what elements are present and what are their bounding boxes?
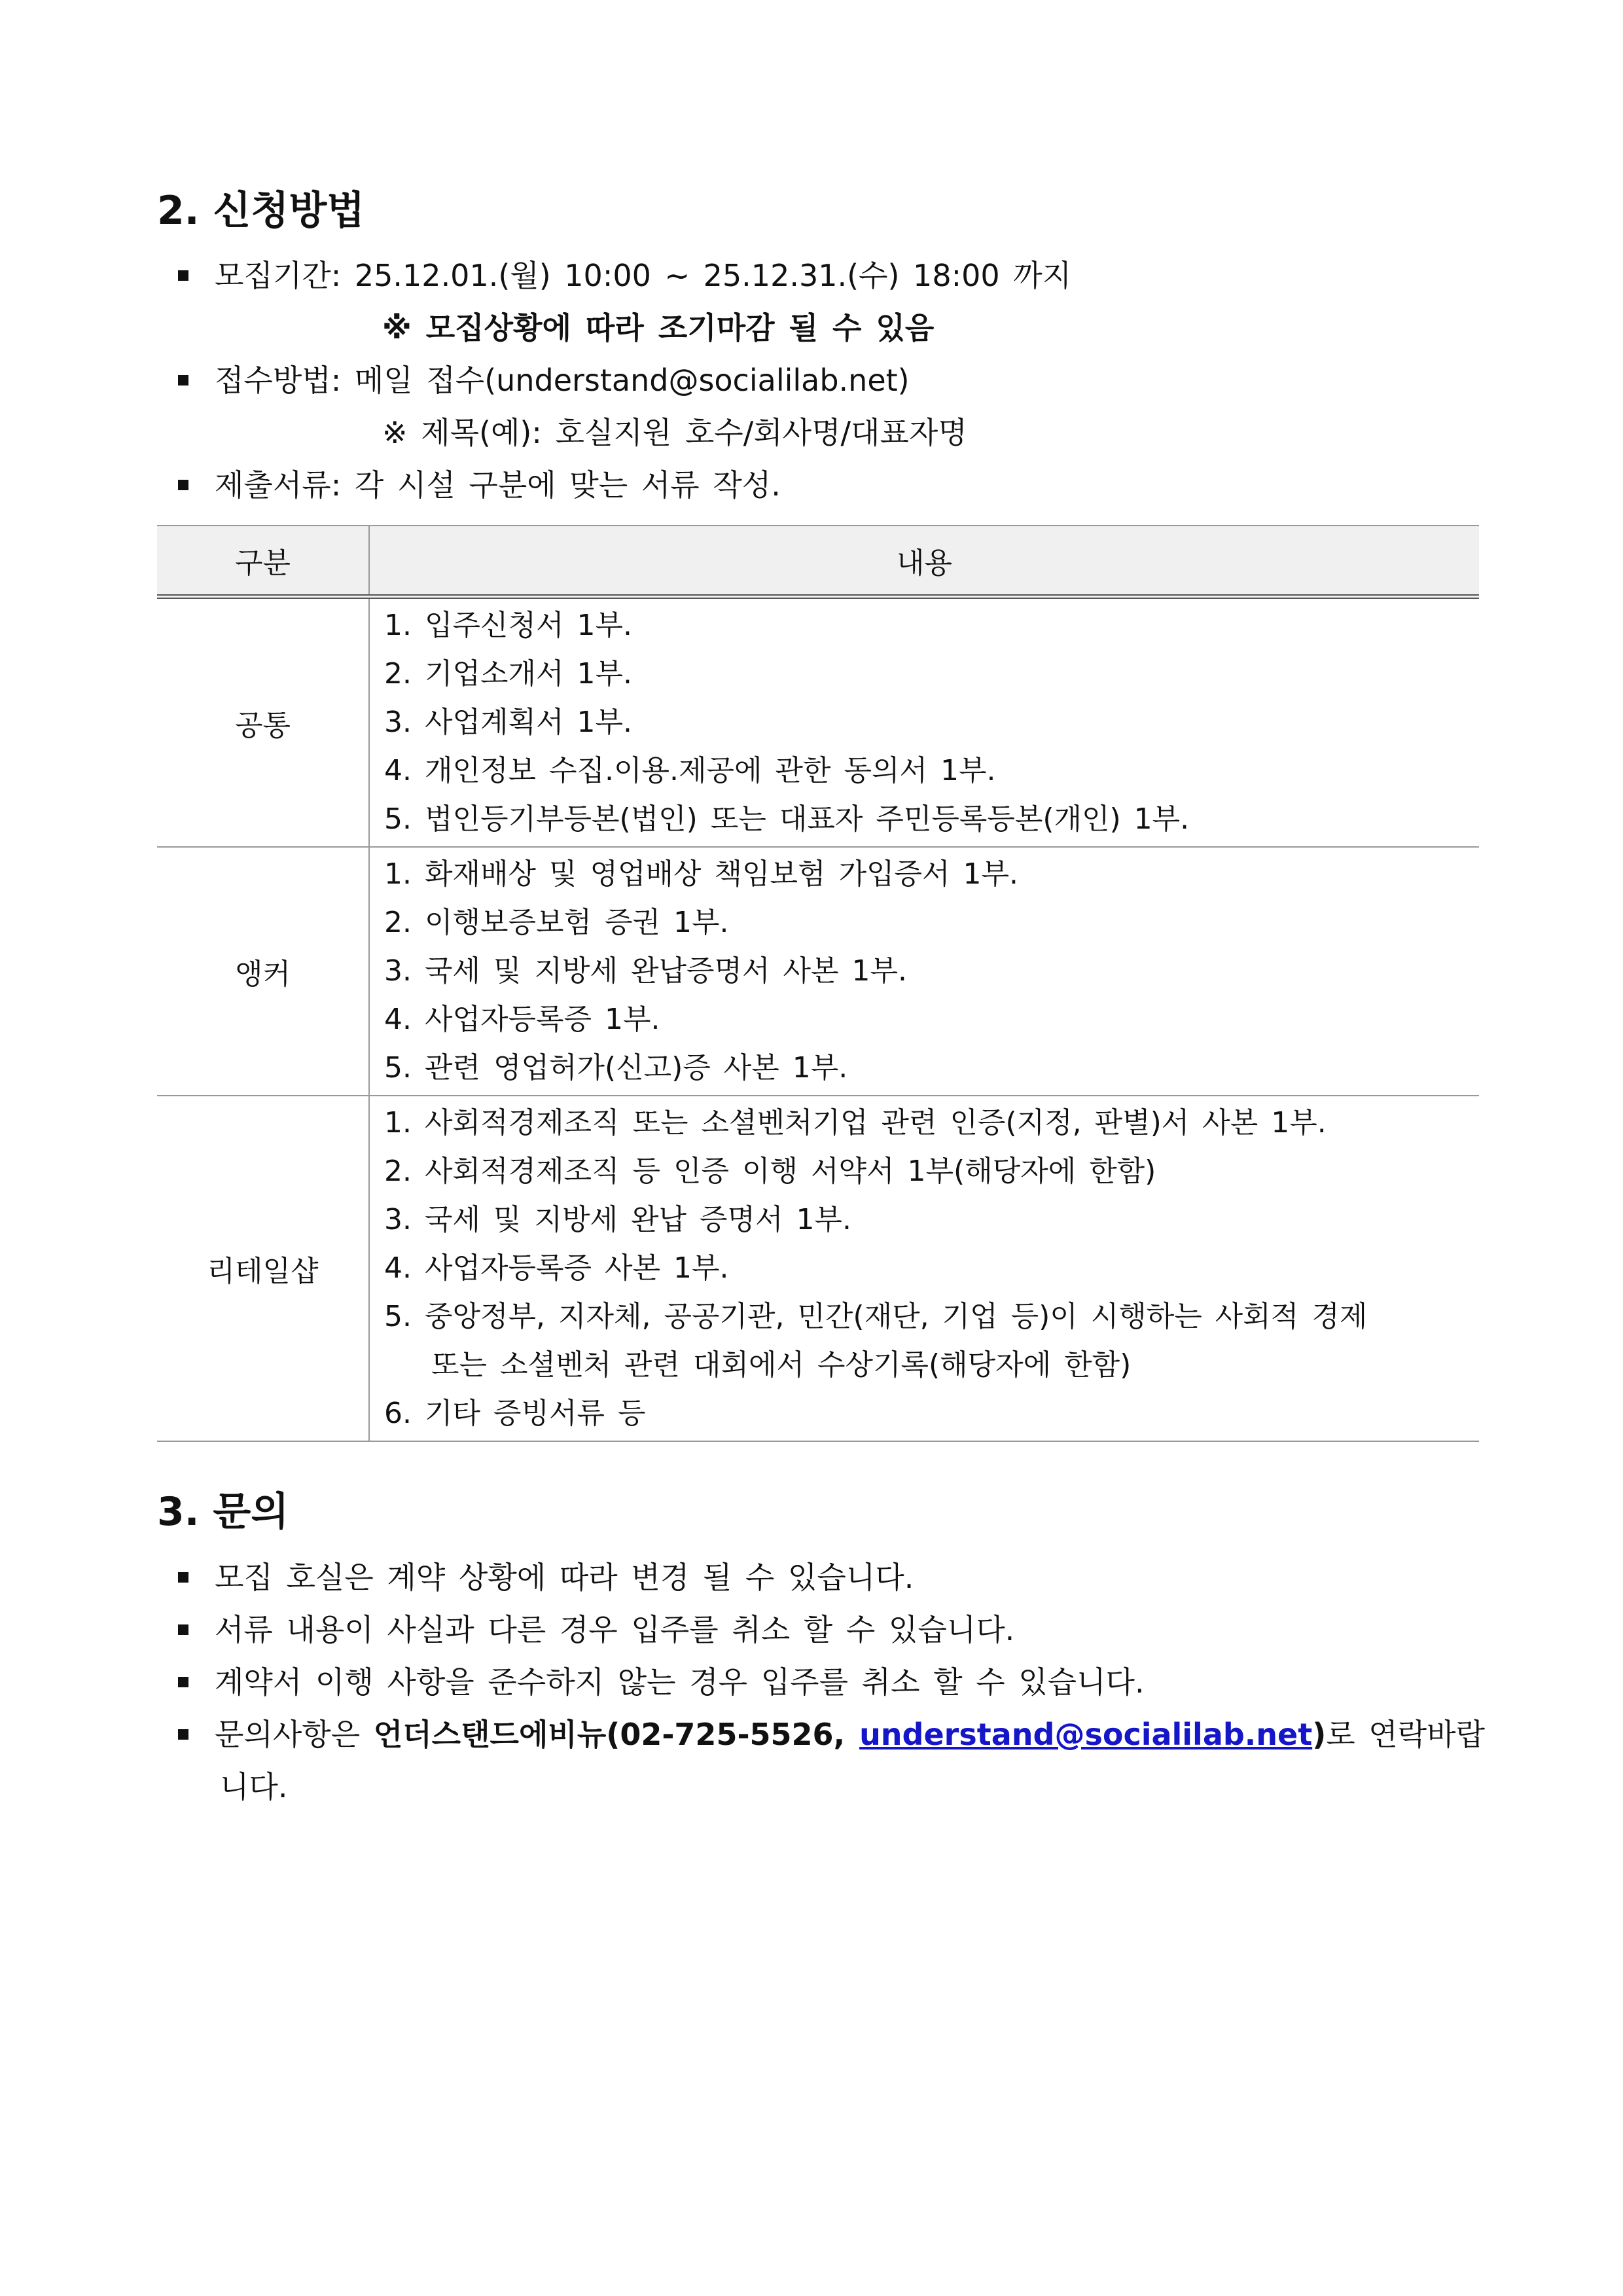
inquiry-text: 서류 내용이 사실과 다른 경우 입주를 취소 할 수 있습니다. (215, 1612, 1015, 1647)
list-item: 5. 관련 영업허가(신고)증 사본 1부. (384, 1051, 848, 1085)
bullet-square-icon (178, 270, 188, 281)
contact-email-link[interactable]: understand@socialilab.net (859, 1717, 1313, 1752)
category-cell: 리테일샵 (157, 1096, 369, 1441)
period-line (178, 249, 1479, 302)
list-item: 3. 국세 및 지방세 완납증명서 사본 1부. (384, 954, 907, 988)
header-category: 구분 (157, 526, 369, 597)
list-item: 2. 사회적경제조직 등 인증 이행 서약서 1부(해당자에 한함) (384, 1155, 1156, 1188)
contact-bullet (178, 1708, 1486, 1761)
list-item: 3. 국세 및 지방세 완납 증명서 1부. (384, 1203, 851, 1236)
list-item: 4. 사업자등록증 1부. (384, 1003, 660, 1036)
list-item: 2. 기업소개서 1부. (384, 657, 632, 691)
bullet-square-icon (178, 1572, 188, 1583)
items-cell (369, 1096, 1479, 1441)
method-value: 메일 접수(understand@socialilab.net) (354, 363, 910, 398)
list-item: 1. 화재배상 및 영업배상 책임보험 가입증서 1부. (384, 857, 1018, 891)
bullet-square-icon (178, 1624, 188, 1635)
period-value: 25.12.01.(월) 10:00 ~ 25.12.31.(수) 18:00 까지 (354, 258, 1072, 293)
contact-paren: ) (1312, 1717, 1327, 1752)
period-note: ※ 모집상황에 따라 조기마감 될 수 있음 (382, 310, 935, 346)
period-label: 모집기간: (215, 258, 342, 293)
docs-label: 제출서류: (215, 467, 342, 503)
bullet-square-icon (178, 480, 188, 490)
list-item: 4. 개인정보 수집.이용.제공에 관한 동의서 1부. (384, 754, 996, 787)
list-item: 3. 사업계획서 1부. (384, 706, 632, 739)
bullet-square-icon (178, 1729, 188, 1740)
documents-table (157, 525, 1479, 1442)
contact-prefix: 문의사항은 (215, 1717, 374, 1752)
category-cell: 앵커 (157, 847, 369, 1096)
contact-suffix: 로 연락바랍 (1326, 1717, 1486, 1752)
inquiry-text: 계약서 이행 사항을 준수하지 않는 경우 입주를 취소 할 수 있습니다. (215, 1664, 1145, 1700)
method-label: 접수방법: (215, 363, 342, 398)
list-item: 2. 이행보증보험 증권 1부. (384, 906, 729, 939)
bullet-square-icon (178, 1677, 188, 1687)
contact-continuation: 니다. (220, 1769, 288, 1804)
header-content: 내용 (369, 526, 1479, 597)
list-item: 5. 중앙정부, 지자체, 공공기관, 민간(재단, 기업 등)이 시행하는 사회적 경제 (384, 1300, 1368, 1333)
method-note: ※ 제목(예): 호실지원 호수/회사명/대표자명 (382, 415, 967, 450)
table-row (157, 1096, 1479, 1441)
section-2-title: 2. 신청방법 (157, 188, 365, 234)
docs-value: 각 시설 구분에 맞는 서류 작성. (354, 467, 781, 503)
list-item: 5. 법인등기부등본(법인) 또는 대표자 주민등록등본(개인) 1부. (384, 802, 1190, 836)
list-item-continuation: 또는 소셜벤처 관련 대회에서 수상기록(해당자에 한함) (431, 1348, 1132, 1382)
category-cell: 공통 (157, 597, 369, 848)
inquiry-bullet (178, 1551, 1479, 1604)
table-row (157, 597, 1479, 848)
list-item: 1. 입주신청서 1부. (384, 609, 632, 642)
inquiry-bullet (178, 1656, 1479, 1708)
list-item: 4. 사업자등록증 사본 1부. (384, 1251, 729, 1285)
method-line (178, 354, 1479, 406)
bullet-square-icon (178, 375, 188, 386)
inquiry-bullet (178, 1604, 1479, 1656)
list-item: 6. 기타 증빙서류 등 (384, 1397, 646, 1430)
table-header-row (157, 526, 1479, 597)
items-cell (369, 597, 1479, 848)
section-3-title: 3. 문의 (157, 1489, 289, 1535)
inquiry-text: 모집 호실은 계약 상황에 따라 변경 될 수 있습니다. (215, 1560, 914, 1595)
contact-org: 언더스탠드에비뉴(02-725-5526, (373, 1717, 860, 1752)
table-row (157, 847, 1479, 1096)
items-cell (369, 847, 1479, 1096)
docs-line (178, 459, 1479, 511)
list-item: 1. 사회적경제조직 또는 소셜벤처기업 관련 인증(지정, 판별)서 사본 1부. (384, 1106, 1327, 1139)
